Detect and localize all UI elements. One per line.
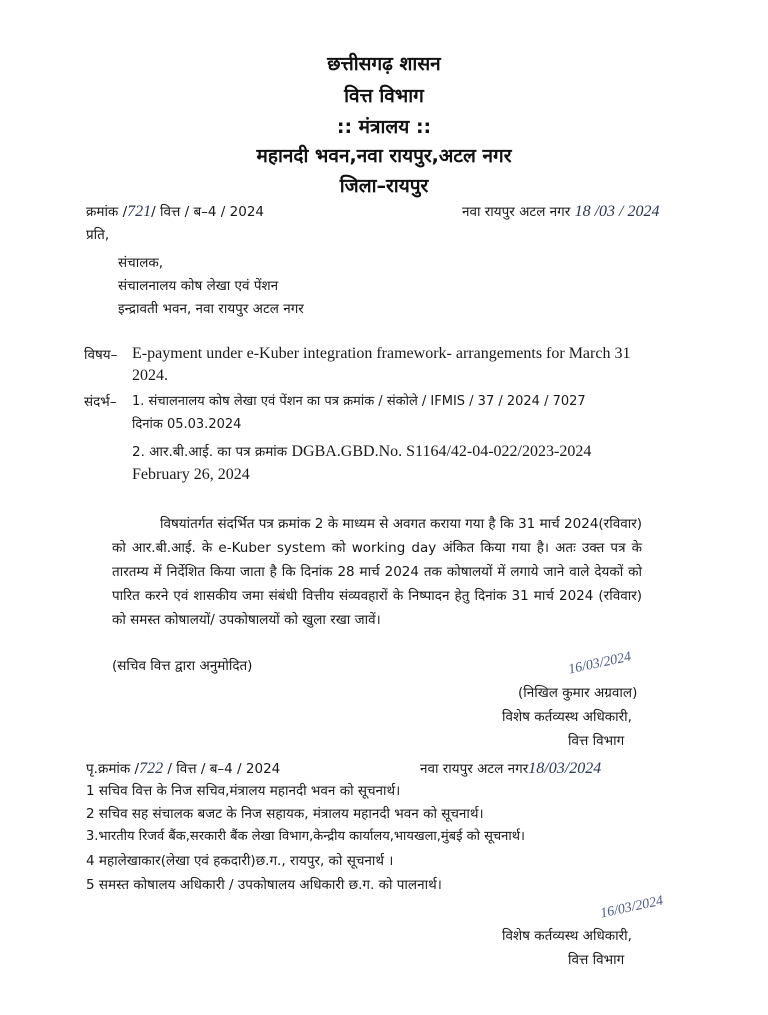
endorsement-item: 2 सचिव सह संचालक बजट के निज सहायक, मंत्रालय महानदी भवन को सूचनार्थ। <box>86 806 484 822</box>
endorsement-reference: पृ.क्रमांक /722 / वित्त / ब–4 / 2024 <box>86 760 281 777</box>
endorsement-item: 1 सचिव वित्त के निज सचिव,मंत्रालय महानदी भवन को सूचनार्थ। <box>86 783 401 799</box>
signatory-department: वित्त विभाग <box>568 733 625 749</box>
reference-1: 1. संचालनालय कोष लेखा एवं पेंशन का पत्र क्रमांक / संकोले / IFMIS / 37 / 2024 / 7027 <box>132 394 586 409</box>
district-heading: जिला–रायपुर <box>339 175 429 197</box>
govt-heading: छत्तीसगढ़ शासन <box>327 53 441 75</box>
address-heading: महानदी भवन,नवा रायपुर,अटल नगर <box>256 145 512 167</box>
signature-initials: 16/03/2024 <box>599 893 665 922</box>
ministry-heading: :: मंत्रालय :: <box>336 116 432 138</box>
handwritten-ref-number: 722 <box>139 760 164 777</box>
subject-text: E-payment under e-Kuber integration framework- arrangements for March 31 <box>132 345 631 362</box>
approval-note: (सचिव वित्त द्वारा अनुमोदित) <box>112 658 253 674</box>
reference-2-date: February 26, 2024 <box>132 466 250 483</box>
endorsement-item: 5 समस्त कोषालय अधिकारी / उपकोषालय अधिकारी छ.ग. को पालनार्थ। <box>86 877 442 893</box>
recipient-line: संचालक, <box>118 255 164 271</box>
recipient-line: इन्द्रावती भवन, नवा रायपुर अटल नगर <box>118 301 304 317</box>
reference-label: संदर्भ– <box>84 394 117 410</box>
recipient-line: संचालनालय कोष लेखा एवं पेंशन <box>118 278 279 294</box>
letter-body: विषयांतर्गत संदर्भित पत्र क्रमांक 2 के माध्यम से अवगत कराया गया है कि 31 मार्च 2024(रविवार) को आर.बी.आई. के e-Kuber system को working day अंकित किया गया है। अतः उक्त पत्र के तारतम्य में निर्देशित किया जाता है कि दिनांक 28 मार्च 2024 तक कोषालयों में लगाये जाने वाले देयकों को पारित करने एवं शासकीय जमा संबंधी वित्तीय संव्यवहारों के निष्पादन हेतु दिनांक 31 मार्च 2024 (रविवार) को समस्त कोषालयों/ उपकोषालयों को खुला रखा जावें। <box>112 516 642 628</box>
signatory-department: वित्त विभाग <box>568 952 625 968</box>
department-heading: वित्त विभाग <box>344 85 424 107</box>
reference-2: 2. आर.बी.आई. का पत्र क्रमांक DGBA.GBD.No. S1164/42-04-022/2023-2024 <box>132 443 592 460</box>
reference-1-date: दिनांक 05.03.2024 <box>132 417 242 432</box>
signatory-title: विशेष कर्तव्यस्थ अधिकारी, <box>502 928 632 944</box>
signatory-title: विशेष कर्तव्यस्थ अधिकारी, <box>502 709 632 725</box>
signatory-name: (निखिल कुमार अग्रवाल) <box>518 685 638 701</box>
signature-initials: 16/03/2024 <box>567 649 633 678</box>
to-label: प्रति, <box>86 227 110 243</box>
subject-label: विषय– <box>84 347 118 363</box>
endorsement-item: 4 महालेखाकार(लेखा एवं हकदारी)छ.ग., रायपुर, को सूचनार्थ । <box>86 853 394 869</box>
endorsement-place-date: नवा रायपुर अटल नगर18/03/2024 <box>420 760 602 777</box>
handwritten-ref-number: 721 <box>127 203 152 220</box>
letter-place-date: नवा रायपुर अटल नगर 18 /03 / 2024 <box>462 203 660 220</box>
handwritten-date: 18/03/2024 <box>528 760 602 777</box>
subject-text: 2024. <box>132 367 168 384</box>
letter-reference: क्रमांक /721/ वित्त / ब–4 / 2024 <box>86 203 264 220</box>
endorsement-item: 3.भारतीय रिजर्व बैंक,सरकारी बैंक लेखा विभाग,केन्द्रीय कार्यालय,भायखला,मुंबई को सूचनार्थ। <box>86 829 525 844</box>
handwritten-date: 18 /03 / 2024 <box>574 203 660 220</box>
